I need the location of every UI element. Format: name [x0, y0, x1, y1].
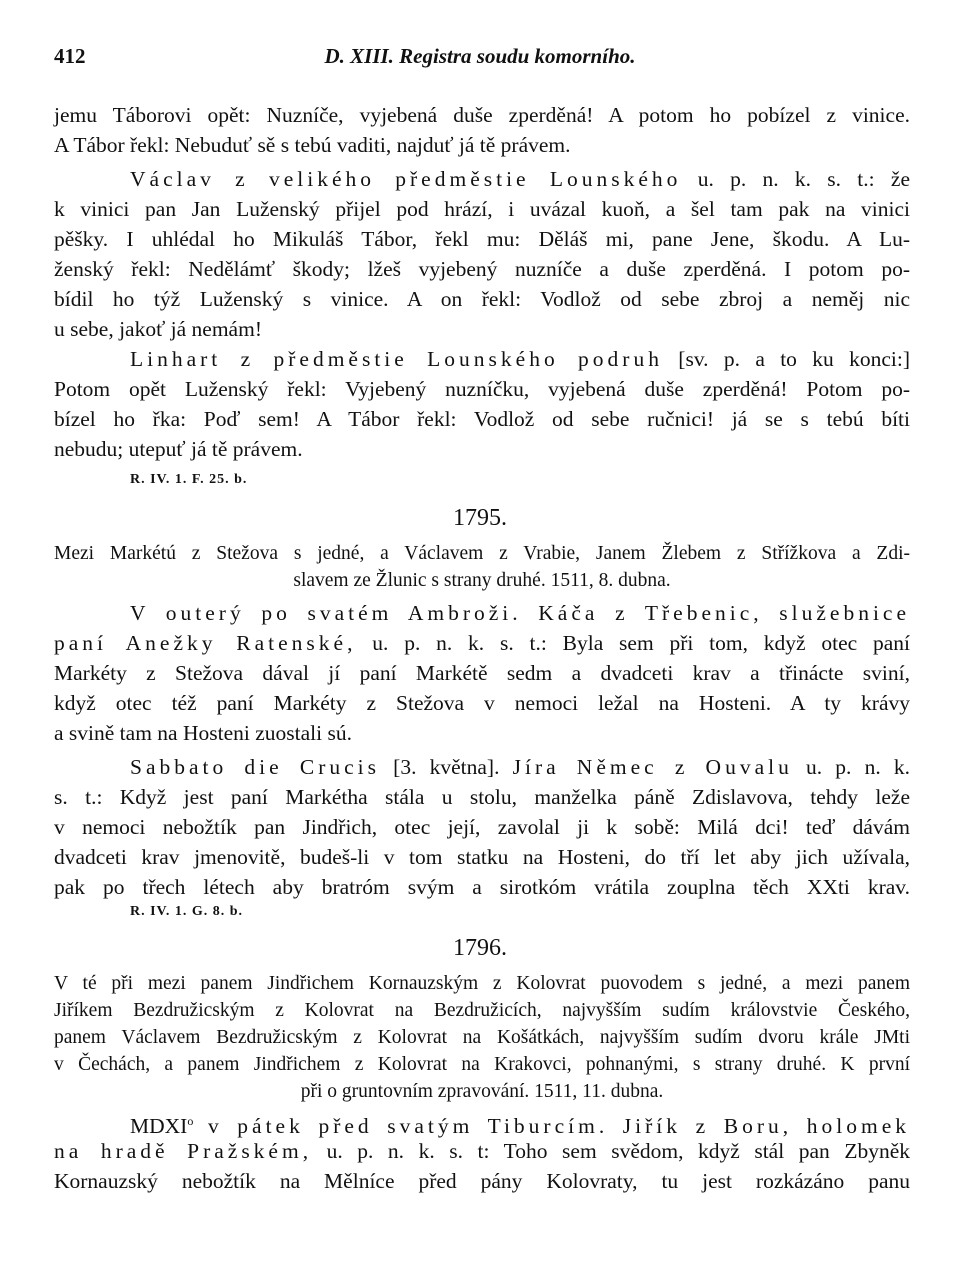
text-line: A Tábor řekl: Nebuduť sě s tebú vaditi, najduť já tě právem. [54, 133, 571, 157]
text-line: pak po třech létech aby bratróm svým a sirotkóm vrátila zouplna těch XXti krav. [54, 875, 910, 899]
text-line [130, 752, 910, 782]
archive-reference: R. IV. 1. G. 8. b. [130, 904, 244, 919]
text-line: bízel ho řka: Poď sem! A Tábor řekl: Vodlož od sebe ručnici! já se s tebú bíti [54, 407, 910, 431]
entry-summary-line: V té při mezi panem Jindřichem Kornauzským z Kolovrat puovodem s jedné, a mezi panem [54, 973, 910, 994]
text-span: u. p. n. k. s. t.: Byla sem při tom, když otec paní [356, 631, 910, 655]
text-line: ženský řekl: Nedělámť škody; lžeš vyjebený nuzníče a duše zperděná. I potom po- [54, 257, 910, 281]
text-line: u sebe, jakoť já nemám! [54, 317, 262, 341]
archive-reference: R. IV. 1. F. 25. b. [130, 472, 248, 487]
text-line: Markéty z Stežova dával jí paní Markétě sedm a dvadceti krav a třinácte sviní, [54, 661, 910, 685]
text-line [130, 164, 910, 194]
text-line: Kornauzský nebožtík na Mělníce před pány Kolovraty, tu jest rozkázáno panu [54, 1169, 910, 1193]
entry-summary-line: v Čechách, a panem Jindřichem z Kolovrat na Krakovci, pohnanými, s strany druhé. K první [54, 1054, 910, 1075]
text-span: u. p. n. k. s. t: Toho sem svědom, když stál pan Zbyněk [312, 1139, 910, 1163]
text-line: když otec též paní Markéty z Stežova v nemoci ležal na Hosteni. A ty krávy [54, 691, 910, 715]
text-line: a svině tam na Hosteni zuostali sú. [54, 721, 352, 745]
page-number: 412 [54, 44, 86, 68]
text-line: dvadceti krav jmenovitě, budeš-li v tom statku na Hosteni, do tří let aby jich užívala, [54, 845, 910, 869]
year-text: MDXI [130, 1114, 188, 1139]
superscript: o [187, 1114, 194, 1128]
text-line [130, 598, 910, 628]
text-line [54, 1136, 910, 1166]
text-line: bídil ho týž Luženský s vinice. A on řekl: Vodlož od sebe zbroj a neměj nic [54, 287, 910, 311]
spaced-name: Václav z velikého předměstie Lounského [130, 167, 682, 191]
spaced-name: Jíra Němec z Ouvalu [512, 755, 793, 779]
spaced-text: v pátek před svatým Tiburcím. Jiřík z Boru, holomek [193, 1114, 910, 1139]
text-line: nebudu; utepuť já tě právem. [54, 437, 303, 461]
text-line [130, 344, 910, 374]
text-span: [sv. p. a to ku konci:] [662, 347, 911, 371]
entry-number: 1795. [453, 505, 507, 531]
running-title: D. XIII. Registra soudu komorního. [324, 44, 636, 68]
entry-summary-line: při o gruntovním zpravování. 1511, 11. dubna. [300, 1081, 664, 1102]
entry-summary-line: slavem ze Žlunic s strany druhé. 1511, 8. dubna. [293, 570, 671, 591]
spaced-date: Sabbato die Crucis [130, 755, 380, 779]
spaced-name: Linhart z předměstie Lounského podruh [130, 347, 663, 371]
text-span: u. p. n. k. s. t.: že [681, 167, 910, 191]
text-span: u. p. n. k. [792, 755, 910, 779]
text-line: Potom opět Luženský řekl: Vyjebený nuzníčku, vyjebená duše zperděná! Potom po- [54, 377, 910, 401]
text-line: v nemoci nebožtík pan Jindřich, otec její, zavolal ji k sobě: Milá dci! teď dávám [54, 815, 910, 839]
text-line: jemu Táborovi opět: Nuzníče, vyjebená duše zperděná! A potom ho pobízel z vinice. [54, 103, 910, 127]
text-line: k vinici pan Jan Luženský přijel pod hrází, i uvázal kuoň, a šel tam pak na vinici [54, 197, 910, 221]
entry-summary-line: Mezi Markétú z Stežova s jedné, a Václavem z Vrabie, Janem Žlebem z Střížkova a Zdi- [54, 543, 910, 564]
entry-summary-line: panem Václavem Bezdružicským z Kolovrat na Košátkách, najvyšším sudím dvoru krále JMti [54, 1027, 910, 1048]
text-line [54, 628, 910, 658]
spaced-text: V outerý po svatém Ambroži. Káča z Třebenic, služebnice [130, 601, 910, 625]
entry-number: 1796. [453, 935, 507, 961]
entry-summary-line: Jiříkem Bezdružicským z Kolovrat na Bezdružicích, najvyšším sudím královstvie Českého, [54, 1000, 910, 1021]
spaced-name: na hradě Pražském, [54, 1139, 313, 1163]
text-line: s. t.: Když jest paní Markétha stála u stolu, manželka páně Zdislavova, tehdy leže [54, 785, 910, 809]
spaced-name: paní Anežky Ratenské, [54, 631, 357, 655]
text-span: [3. května]. [380, 755, 513, 779]
text-line: pěšky. I uhlédal ho Mikuláš Tábor, řekl mu: Děláš mi, pane Jene, škodu. A Lu- [54, 227, 910, 251]
